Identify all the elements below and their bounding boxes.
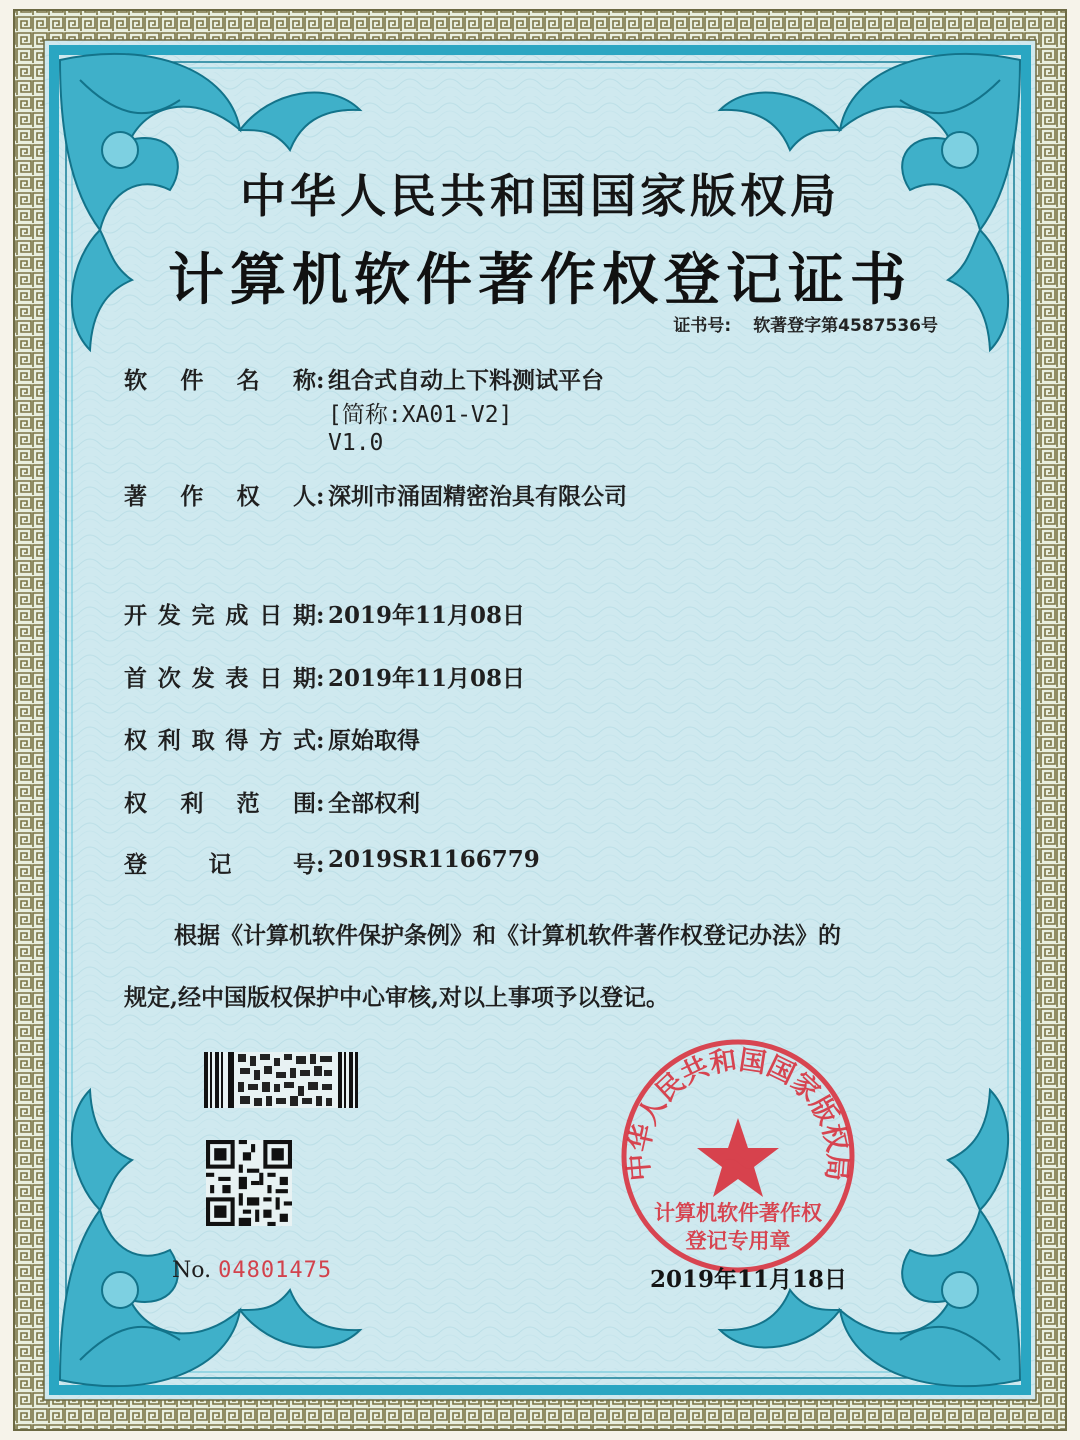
star-icon	[697, 1118, 779, 1197]
copyright-owner-value: 深圳市涌固精密治具有限公司	[328, 483, 627, 510]
official-seal	[618, 1036, 858, 1276]
certificate-title: 计算机软件著作权登记证书	[168, 247, 912, 313]
certificate-number-value: 软著登字第4587536号	[753, 316, 938, 336]
software-name-label: 软件名称	[124, 367, 316, 394]
legal-statement-line-1: 根据《计算机软件保护条例》和《计算机软件著作权登记办法》的	[174, 922, 841, 949]
serial-prefix: No.	[172, 1258, 212, 1283]
barcode-icon	[204, 1052, 358, 1108]
software-short-name: [简称:XA01-V2]	[328, 402, 513, 428]
registration-number-value: 2019SR1166779	[328, 846, 540, 873]
acquisition-method-row: 权利取得方式: 原始取得	[124, 722, 328, 755]
issuer-heading: 中华人民共和国国家版权局	[240, 169, 840, 223]
publication-date-row: 首次发表日期: 2019年11月08日	[124, 660, 328, 693]
software-name-row: 软件名称: 组合式自动上下料测试平台 [简称:XA01-V2] V1.0	[124, 362, 328, 395]
completion-date-row: 开发完成日期: 2019年11月08日	[124, 597, 328, 630]
rights-scope-value: 全部权利	[328, 790, 420, 817]
publication-date-value: 2019年11月08日	[328, 665, 526, 692]
seal-inner-line-1: 计算机软件著作权	[654, 1201, 822, 1225]
acquisition-method-value: 原始取得	[328, 727, 420, 754]
qr-code-icon	[206, 1140, 292, 1226]
registration-number-row: 登记号: 2019SR1166779	[124, 846, 540, 878]
completion-date-value: 2019年11月08日	[328, 602, 526, 629]
software-name-line: 组合式自动上下料测试平台	[328, 367, 604, 394]
seal-inner-line-2: 登记专用章	[685, 1229, 791, 1253]
rights-scope-label: 权利范围	[124, 790, 316, 817]
acquisition-method-label: 权利取得方式	[124, 727, 316, 754]
software-name-value	[328, 362, 604, 464]
certificate-number-label: 证书号:	[673, 316, 732, 336]
publication-date-label: 首次发表日期	[124, 665, 316, 692]
copyright-owner-label: 著作权人	[124, 483, 316, 510]
registration-number-label: 登记号	[124, 851, 316, 878]
legal-statement-line-2: 规定,经中国版权保护中心审核,对以上事项予以登记。	[124, 984, 670, 1011]
certificate-number	[673, 311, 938, 336]
rights-scope-row: 权利范围: 全部权利	[124, 785, 328, 818]
seal-ring-text: 中华人民共和国国家版权局	[623, 1044, 853, 1183]
issue-date: 2019年11月18日	[650, 1266, 848, 1293]
copyright-owner-row: 著作权人: 深圳市涌固精密治具有限公司	[124, 478, 328, 511]
serial-value: 04801475	[218, 1258, 333, 1283]
completion-date-label: 开发完成日期	[124, 602, 316, 629]
legal-statement	[124, 905, 964, 1029]
serial-number	[172, 1258, 332, 1283]
software-version: V1.0	[328, 430, 384, 456]
